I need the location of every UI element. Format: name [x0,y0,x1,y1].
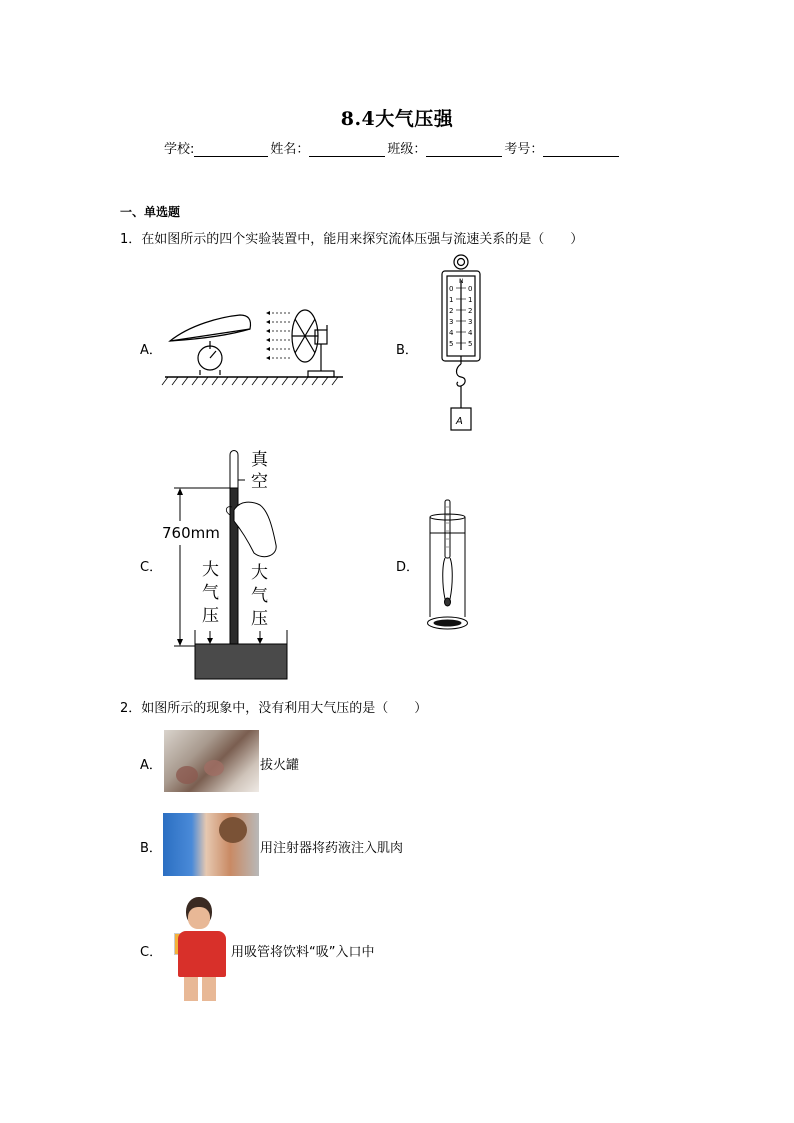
cupping-cup-icon [204,760,224,776]
cupping-photo [164,730,259,792]
pressure-label-right: 压 [251,609,268,629]
scale-tick-right: 1 [468,296,473,304]
pressure-label-right: 大 [251,563,268,583]
red-shirt-icon [178,931,226,977]
section-heading: 一、单选题 [120,205,181,219]
child-face-icon [188,907,210,929]
number-label: 考号： [504,142,544,157]
scale-unit: N [459,278,464,285]
q1-option-b-label[interactable]: B． [396,343,418,358]
class-label: 班级： [387,142,427,157]
question-1-stem: 1．在如图所示的四个实验装置中，能用来探究流体压强与流速关系的是（ ） [120,232,584,247]
q2-option-c-label[interactable]: C． [140,945,163,960]
cupping-cup-icon [176,766,198,784]
q2-option-c-text: 用吸管将饮料“吸”入口中 [231,945,375,960]
name-blank[interactable] [309,142,385,157]
figure-d-hydrometer [420,495,475,635]
leg-icon [202,977,216,1001]
q1-option-a-label[interactable]: A． [140,343,162,358]
vacuum-label: 空 [251,472,268,492]
student-info-line [164,138,619,157]
straw-drinking-photo [166,895,226,1001]
school-label: 学校: [164,142,195,157]
scale-tick-right: 4 [468,329,473,337]
number-blank[interactable] [543,142,619,157]
q2-option-b-label[interactable]: B． [140,841,162,856]
injection-photo [163,813,259,876]
vacuum-label: 真 [251,450,268,470]
q2-option-b-text: 用注射器将药液注入肌肉 [260,841,404,856]
page-title: 8.4大气压强 [340,108,454,130]
child-head-icon [219,817,247,843]
scale-tick-right: 2 [468,307,473,315]
q2-option-a-label[interactable]: A． [140,758,162,773]
leg-icon [184,977,198,1001]
q2-option-a-text: 拔火罐 [260,758,300,773]
height-760mm-label: 760mm [162,524,220,542]
pressure-label-left: 气 [202,583,219,603]
school-blank[interactable] [194,142,268,157]
scale-tick-left: 2 [449,307,454,315]
block-label: A [456,416,463,427]
q1-option-c-label[interactable]: C． [140,560,163,575]
scale-tick-left: 0 [449,285,454,293]
pressure-label-left: 压 [202,606,219,626]
figure-a-wing-fan [160,295,350,390]
name-label: 姓名： [270,142,310,157]
scale-tick-left: 5 [449,340,454,348]
question-2-stem: 2．如图所示的现象中，没有利用大气压的是（ ） [120,701,428,716]
pressure-label-left: 大 [202,560,219,580]
class-blank[interactable] [426,142,502,157]
scale-tick-right: 5 [468,340,473,348]
figure-b-spring-scale [430,252,490,437]
scale-tick-left: 3 [449,318,454,326]
scale-tick-left: 4 [449,329,454,337]
figure-c-torricelli [160,445,295,685]
scale-tick-right: 0 [468,285,473,293]
q1-option-d-label[interactable]: D． [396,560,420,575]
scale-tick-right: 3 [468,318,473,326]
scale-tick-left: 1 [449,296,454,304]
pressure-label-right: 气 [251,586,268,606]
